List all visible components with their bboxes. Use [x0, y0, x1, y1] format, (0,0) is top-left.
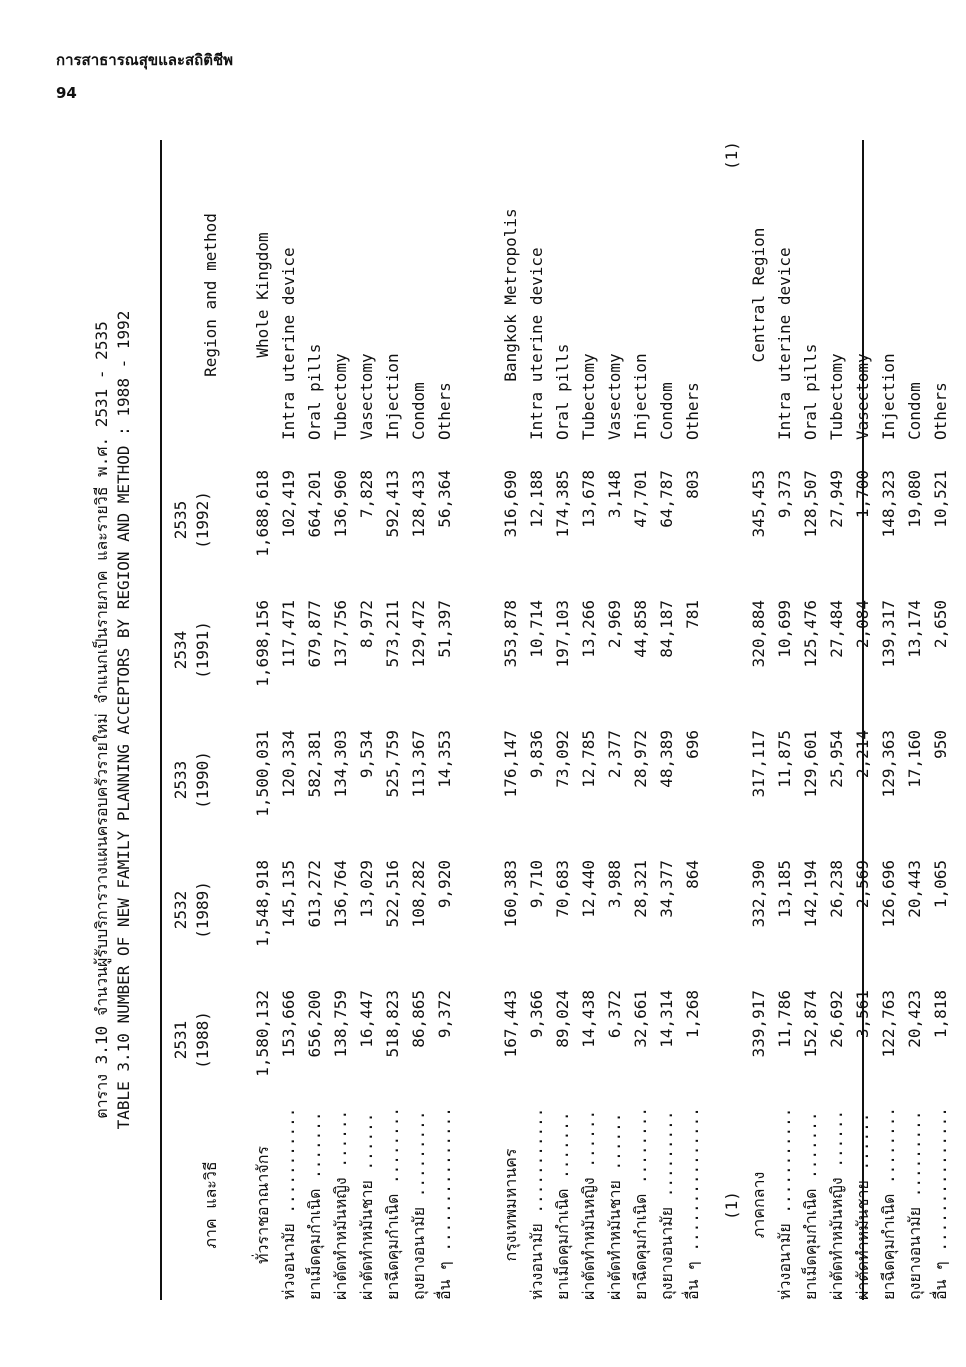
method-english: Intra uterine device — [775, 247, 794, 440]
section-total-value: 1,688,618 — [253, 470, 272, 557]
method-english: Condom — [409, 382, 428, 440]
section-total-value: 1,548,918 — [253, 860, 272, 947]
table-cell-value: 152,874 — [801, 990, 820, 1058]
method-english: Oral pills — [553, 343, 572, 440]
section-name-english: Bangkok Metropolis — [501, 208, 520, 382]
table-cell-value: 10,714 — [527, 600, 546, 658]
table-cell-value: 48,389 — [657, 730, 676, 788]
table-cell-value: 2,214 — [853, 730, 872, 779]
column-header-year — [170, 470, 214, 570]
table-cell-value: 129,363 — [879, 730, 898, 798]
table-cell-value: 17,160 — [905, 730, 924, 788]
table-cell-value: 12,188 — [527, 470, 546, 528]
method-thai: อื่น ๆ ..... — [680, 1110, 706, 1300]
method-thai: ห่วงอนามัย ..... — [772, 1110, 798, 1300]
table-cell-value: 6,372 — [605, 990, 624, 1039]
table-cell-value: 14,438 — [579, 990, 598, 1048]
table-row — [576, 140, 602, 1300]
year-ad: (1992) — [193, 491, 212, 549]
year-be: 2535 — [171, 500, 190, 540]
table-top-rule — [160, 140, 162, 1300]
table-row — [850, 140, 876, 1300]
section-total-row — [746, 140, 772, 1300]
rotated-table — [90, 140, 950, 1300]
table-cell-value: 28,972 — [631, 730, 650, 788]
section-name-english: Central Region — [749, 227, 768, 363]
table-cell-value: 10,521 — [931, 470, 950, 528]
method-english: Vasectomy — [605, 353, 624, 440]
page-number: 94 — [56, 84, 77, 102]
year-be: 2531 — [171, 1020, 190, 1060]
table-cell-value: 20,423 — [905, 990, 924, 1048]
table-cell-value: 19,080 — [905, 470, 924, 528]
table-cell-value: 9,366 — [527, 990, 546, 1039]
table-cell-value: 122,763 — [879, 990, 898, 1058]
section-total-value: 176,147 — [501, 730, 520, 798]
section-total-value: 1,698,156 — [253, 600, 272, 687]
table-cell-value: 13,678 — [579, 470, 598, 528]
method-thai: ยาฉีดคุมกำเนิด ..... — [628, 1110, 654, 1300]
column-header-year — [170, 730, 214, 830]
section-total-value: 345,453 — [749, 470, 768, 538]
table-cell-value: 2,650 — [931, 600, 950, 649]
table-cell-value: 9,920 — [435, 860, 454, 909]
table-row — [302, 140, 328, 1300]
method-thai: ถุงยางอนามัย ..... — [654, 1110, 680, 1300]
table-cell-value: 781 — [683, 600, 702, 629]
section-total-value: 160,383 — [501, 860, 520, 928]
table-cell-value: 89,024 — [553, 990, 572, 1048]
table-row — [406, 140, 432, 1300]
method-thai: ยาฉีดคุมกำเนิด ..... — [876, 1110, 902, 1300]
method-thai: ผ่าตัดทำหมันหญิง ..... — [328, 1110, 354, 1300]
method-english: Condom — [657, 382, 676, 440]
table-cell-value: 613,272 — [305, 860, 324, 928]
table-cell-value: 9,534 — [357, 730, 376, 779]
table-cell-value: 573,211 — [383, 600, 402, 668]
table-cell-value: 2,084 — [853, 600, 872, 649]
year-ad: (1991) — [193, 621, 212, 679]
table-cell-value: 26,238 — [827, 860, 846, 918]
table-cell-value: 13,185 — [775, 860, 794, 918]
method-thai: ยาเม็ดคุมกำเนิด ..... — [550, 1110, 576, 1300]
table-cell-value: 28,321 — [631, 860, 650, 918]
table-cell-value: 803 — [683, 470, 702, 499]
table-cell-value: 7,828 — [357, 470, 376, 519]
method-thai: อื่น ๆ ..... — [432, 1110, 458, 1300]
table-cell-value: 950 — [931, 730, 950, 759]
table-row — [628, 140, 654, 1300]
table-cell-value: 1,065 — [931, 860, 950, 909]
table-cell-value: 138,759 — [331, 990, 350, 1058]
table-cell-value: 128,507 — [801, 470, 820, 538]
table-cell-value: 14,314 — [657, 990, 676, 1048]
method-english: Oral pills — [305, 343, 324, 440]
method-thai: ยาฉีดคุมกำเนิด ..... — [380, 1110, 406, 1300]
method-english: Injection — [879, 353, 898, 440]
table-cell-value: 2,569 — [853, 860, 872, 909]
table-row — [354, 140, 380, 1300]
method-english: Others — [931, 382, 950, 440]
table-row — [654, 140, 680, 1300]
table-cell-value: 664,201 — [305, 470, 324, 538]
table-cell-value: 117,471 — [279, 600, 298, 668]
table-cell-value: 12,440 — [579, 860, 598, 918]
table-cell-value: 108,282 — [409, 860, 428, 928]
table-cell-value: 174,385 — [553, 470, 572, 538]
table-cell-value: 13,266 — [579, 600, 598, 658]
year-ad: (1988) — [193, 1011, 212, 1069]
section-name-thai: ภาคกลาง — [749, 1171, 768, 1239]
table-cell-value: 142,194 — [801, 860, 820, 928]
table-cell-value: 10,699 — [775, 600, 794, 658]
table-cell-value: 9,373 — [775, 470, 794, 519]
table-cell-value: 120,334 — [279, 730, 298, 798]
method-thai: ห่วงอนามัย ..... — [524, 1110, 550, 1300]
year-ad: (1990) — [193, 751, 212, 809]
table-cell-value: 656,200 — [305, 990, 324, 1058]
table-cell-value: 197,103 — [553, 600, 572, 668]
table-cell-value: 3,148 — [605, 470, 624, 519]
method-english: Intra uterine device — [527, 247, 546, 440]
table-row — [928, 140, 954, 1300]
method-english: Injection — [631, 353, 650, 440]
table-cell-value: 8,972 — [357, 600, 376, 649]
method-thai: ห่วงอนามัย ..... — [276, 1110, 302, 1300]
method-english: Condom — [905, 382, 924, 440]
table-cell-value: 125,476 — [801, 600, 820, 668]
table-cell-value: 86,865 — [409, 990, 428, 1048]
table-cell-value: 1,700 — [853, 470, 872, 519]
running-header-title: การสาธารณสุขและสถิติชีพ — [56, 51, 234, 69]
table-cell-value: 2,969 — [605, 600, 624, 649]
table-cell-value: 11,786 — [775, 990, 794, 1048]
table-cell-value: 1,268 — [683, 990, 702, 1039]
method-english: Vasectomy — [357, 353, 376, 440]
method-english: Intra uterine device — [279, 247, 298, 440]
table-row — [902, 140, 928, 1300]
table-cell-value: 3,988 — [605, 860, 624, 909]
table-cell-value: 12,785 — [579, 730, 598, 788]
column-header-year — [170, 860, 214, 960]
table-row — [550, 140, 576, 1300]
table-row — [276, 140, 302, 1300]
method-english: Others — [435, 382, 454, 440]
table-cell-value: 70,683 — [553, 860, 572, 918]
section-name-thai: กรุงเทพมหานคร — [501, 1148, 520, 1262]
table-caption-thai: ตาราง 3.10 จำนวนผู้รับบริการวางแผนครอบครัวรายใหม่ จำแนกเป็นรายภาค และรายวิธี พ.ศ. 2531 - 2535 — [92, 321, 111, 1119]
table-cell-value: 26,692 — [827, 990, 846, 1048]
table-cell-value: 126,696 — [879, 860, 898, 928]
section-name-english: Whole Kingdom — [253, 232, 272, 358]
method-english: Tubectomy — [579, 353, 598, 440]
column-header-year — [170, 600, 214, 700]
footnote-marker: (1) — [722, 141, 741, 170]
table-cell-value: 102,419 — [279, 470, 298, 538]
table-cell-value: 113,367 — [409, 730, 428, 798]
method-thai: ยาเม็ดคุมกำเนิด ..... — [798, 1110, 824, 1300]
table-cell-value: 34,377 — [657, 860, 676, 918]
table-cell-value: 129,472 — [409, 600, 428, 668]
table-cell-value: 73,092 — [553, 730, 572, 788]
method-thai: ถุงยางอนามัย ..... — [406, 1110, 432, 1300]
table-cell-value: 20,443 — [905, 860, 924, 918]
table-cell-value: 582,381 — [305, 730, 324, 798]
method-thai: ผ่าตัดทำหมันหญิง ..... — [824, 1110, 850, 1300]
table-cell-value: 128,433 — [409, 470, 428, 538]
method-thai: ผ่าตัดทำหมันชาย ..... — [354, 1110, 380, 1300]
section-total-value: 332,390 — [749, 860, 768, 928]
table-cell-value: 9,710 — [527, 860, 546, 909]
table-cell-value: 27,949 — [827, 470, 846, 528]
table-cell-value: 139,317 — [879, 600, 898, 668]
method-thai: ผ่าตัดทำหมันชาย ..... — [850, 1110, 876, 1300]
table-cell-value: 153,666 — [279, 990, 298, 1058]
footnote-marker: (1) — [722, 1191, 741, 1220]
table-cell-value: 136,764 — [331, 860, 350, 928]
table-row — [380, 140, 406, 1300]
table-cell-value: 525,759 — [383, 730, 402, 798]
table-cell-value: 9,372 — [435, 990, 454, 1039]
table-cell-value: 44,858 — [631, 600, 650, 658]
year-be: 2534 — [171, 630, 190, 670]
table-row — [680, 140, 706, 1300]
table-row — [328, 140, 354, 1300]
table-cell-value: 13,029 — [357, 860, 376, 918]
table-cell-value: 679,877 — [305, 600, 324, 668]
table-cell-value: 14,353 — [435, 730, 454, 788]
section-total-value: 1,500,031 — [253, 730, 272, 817]
table-caption-english: TABLE 3.10 NUMBER OF NEW FAMILY PLANNING ACCEPTORS BY REGION AND METHOD : 1988 - 1992 — [114, 310, 133, 1130]
method-english: Injection — [383, 353, 402, 440]
table-cell-value: 47,701 — [631, 470, 650, 528]
section-total-value: 339,917 — [749, 990, 768, 1058]
method-thai: ถุงยางอนามัย ..... — [902, 1110, 928, 1300]
table-row — [824, 140, 850, 1300]
table-cell-value: 1,818 — [931, 990, 950, 1039]
method-thai: ยาเม็ดคุมกำเนิด ..... — [302, 1110, 328, 1300]
method-english: Others — [683, 382, 702, 440]
table-cell-value: 145,135 — [279, 860, 298, 928]
table-cell-value: 864 — [683, 860, 702, 889]
section-total-value: 316,690 — [501, 470, 520, 538]
method-english: Tubectomy — [331, 353, 350, 440]
table-cell-value: 32,661 — [631, 990, 650, 1048]
year-ad: (1989) — [193, 881, 212, 939]
table-cell-value: 27,484 — [827, 600, 846, 658]
table-cell-value: 592,413 — [383, 470, 402, 538]
method-thai: อื่น ๆ ..... — [928, 1110, 954, 1300]
section-total-row — [250, 140, 276, 1300]
section-total-value: 320,884 — [749, 600, 768, 668]
table-cell-value: 51,397 — [435, 600, 454, 658]
table-cell-value: 137,756 — [331, 600, 350, 668]
section-total-value: 353,878 — [501, 600, 520, 668]
section-total-value: 317,117 — [749, 730, 768, 798]
table-cell-value: 136,960 — [331, 470, 350, 538]
table-cell-value: 9,836 — [527, 730, 546, 779]
table-cell-value: 518,823 — [383, 990, 402, 1058]
section-total-value: 167,443 — [501, 990, 520, 1058]
table-row — [772, 140, 798, 1300]
table-row — [602, 140, 628, 1300]
table-cell-value: 11,875 — [775, 730, 794, 788]
column-header-year — [170, 990, 214, 1090]
table-cell-value: 696 — [683, 730, 702, 759]
section-name-thai: ทั่วราชอาณาจักร — [253, 1145, 272, 1265]
method-english: Oral pills — [801, 343, 820, 440]
table-row — [524, 140, 550, 1300]
section-total-row — [498, 140, 524, 1300]
table-cell-value: 148,323 — [879, 470, 898, 538]
column-header-thai: ภาค และวิธี — [201, 1161, 220, 1249]
column-header-english: Region and method — [201, 213, 220, 377]
section-total-value: 1,580,132 — [253, 990, 272, 1077]
method-english: Tubectomy — [827, 353, 846, 440]
table-cell-value: 16,447 — [357, 990, 376, 1048]
method-thai: ผ่าตัดทำหมันหญิง ..... — [576, 1110, 602, 1300]
year-be: 2533 — [171, 760, 190, 800]
table-cell-value: 2,377 — [605, 730, 624, 779]
table-cell-value: 522,516 — [383, 860, 402, 928]
table-cell-value: 64,787 — [657, 470, 676, 528]
table-cell-value: 134,303 — [331, 730, 350, 798]
table-cell-value: 25,954 — [827, 730, 846, 788]
year-be: 2532 — [171, 890, 190, 930]
table-cell-value: 56,364 — [435, 470, 454, 528]
method-thai: ผ่าตัดทำหมันชาย ..... — [602, 1110, 628, 1300]
table-cell-value: 129,601 — [801, 730, 820, 798]
table-cell-value: 3,561 — [853, 990, 872, 1039]
table-row — [798, 140, 824, 1300]
table-row — [432, 140, 458, 1300]
method-english: Vasectomy — [853, 353, 872, 440]
table-cell-value: 13,174 — [905, 600, 924, 658]
table-row — [876, 140, 902, 1300]
table-cell-value: 84,187 — [657, 600, 676, 658]
